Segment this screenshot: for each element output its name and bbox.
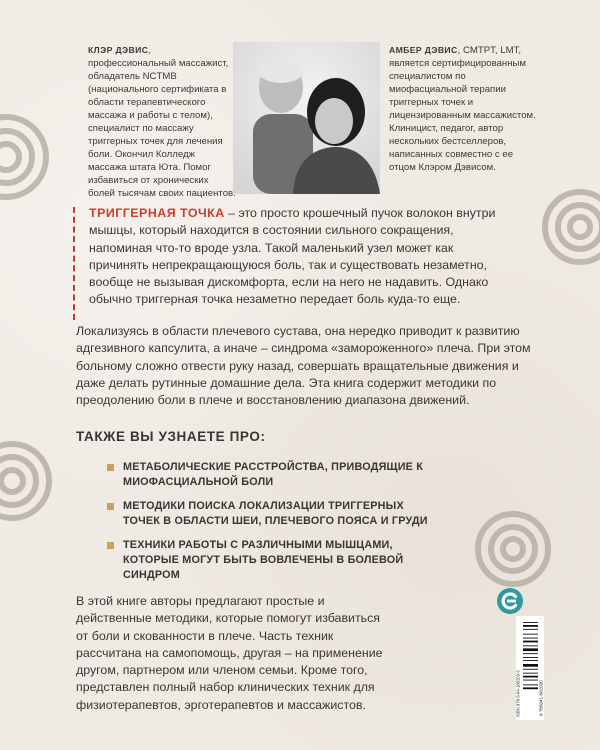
intro-highlight: ТРИГГЕРНАЯ ТОЧКА [89,206,225,220]
barcode-bar [523,657,538,658]
description-paragraph: Локализуясь в области плечевого сустава, она нередко приводит к развитию адгезивного капсулита, а иначе – синдрома «замороженного» плеча. При этом больному сложно отвести руку назад, совершать вращательные движения и даже делать рутинные домашние дела. Эта книга содержит методики по преодолению боли в плече и восстановлению диапазона движений. [76,324,531,408]
barcode-bar [523,641,538,643]
barcode-bar [523,687,538,689]
barcode-bar [523,625,538,627]
eksmo-logo-icon [496,587,524,615]
barcode-bar [523,684,538,685]
square-bullet-icon [107,464,114,471]
intro-dashed-rule [73,207,75,320]
barcode-bar [523,622,538,623]
barcode-bar [523,648,538,651]
barcode-bar [523,634,538,635]
barcode-bar [523,638,538,639]
author-description: , CMTPT, LMT, является сертифицированным специалистом по миофасциальной терапии триггерных точек и лицензированным массажистом. Клиницист, педагог, автор нескольких бестселлеров, написанных совместно с ее отцом Клэром Дэвисом. [389,45,536,173]
square-bullet-icon [107,503,114,510]
barcode-bar [523,645,538,646]
section-heading: ТАКЖЕ ВЫ УЗНАЕТЕ ПРО: [76,429,266,444]
barcode-bar [523,680,538,681]
list-item: ТЕХНИКИ РАБОТЫ С РАЗЛИЧНЫМИ МЫШЦАМИ, КОТОРЫЕ МОГУТ БЫТЬ ВОВЛЕЧЕНЫ В БОЛЕВОЙ СИНДРОМ [107,538,437,584]
barcode-digits: 9 785041 802035 [538,680,544,716]
barcode-bar [523,673,538,674]
list-item: МЕТАБОЛИЧЕСКИЕ РАССТРОЙСТВА, ПРИВОДЯЩИЕ К МИОФАСЦИАЛЬНОЙ БОЛИ [107,460,437,491]
author-bio-claire [88,44,236,200]
isbn-barcode [516,616,544,720]
author-bio-amber [389,44,539,174]
barcode-bar [523,664,538,667]
authors-photo [233,42,380,194]
intro-body: – это просто крошечный пучок волокон внутри мышцы, который находится в состоянии сильного сокращения, напоминая что-то вроде узла. Такой маленький узел может как причинять непрекращающуюся боль, так и существовать незаметно, вообще не вызывая дискомфорта, если на него не надавить. Однако обычно триггерная точка незаметно передает боль куда-то еще. [89,206,496,307]
barcode-bar [523,653,538,654]
isbn-text: ISBN 978-5-04-180203-5 [516,670,521,717]
barcode-bar [523,660,538,661]
intro-text [89,205,509,309]
summary-paragraph: В этой книге авторы предлагают простые и действенные методики, которые помогут избавиться от боли и скованности в плече. Часть техник рассчитана на самопомощь, другая – на применение другом, партнером или членом семьи. Кроме того, представлен полный набор клинических техник для физиотерапевтов, эрготерапевтов и массажистов. [76,594,383,712]
feature-list [107,460,437,592]
list-item: МЕТОДИКИ ПОИСКА ЛОКАЛИЗАЦИИ ТРИГГЕРНЫХ ТОЧЕК В ОБЛАСТИ ШЕИ, ПЛЕЧЕВОГО ПОЯСА И ГРУДИ [107,499,437,530]
barcode-bar [523,629,538,630]
author-name: КЛЭР ДЭВИС [88,45,149,55]
author-name: АМБЕР ДЭВИС [389,45,458,55]
square-bullet-icon [107,542,114,549]
author-description: , профессиональный массажист, обладатель NCTMB (национального сертификата в области терапевтического массажа и работы с телом), специалист по массажу триггерных точек для лечения боли. Окончил Колледж массажа штата Юта. Помог избавиться от хронических болей тысячам своих пациентов. [88,45,236,199]
barcode-bar [523,676,538,678]
barcode-bar [523,669,538,670]
